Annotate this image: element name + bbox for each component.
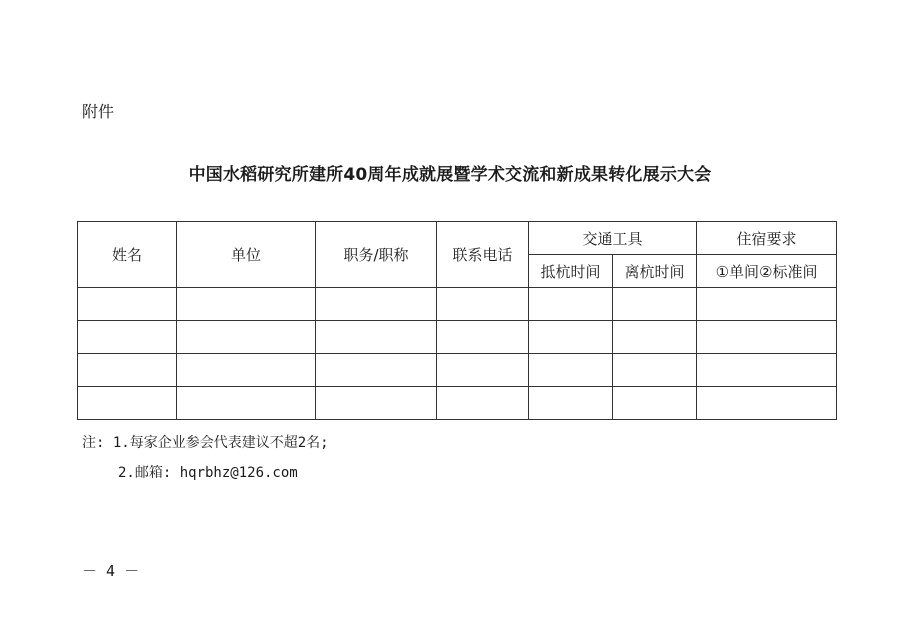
header-unit: 单位	[177, 222, 316, 288]
table-cell[interactable]	[697, 387, 837, 420]
table-cell[interactable]	[437, 387, 529, 420]
table-header-row	[78, 222, 837, 255]
header-arrive-time: 抵杭时间	[529, 255, 613, 288]
table-cell[interactable]	[437, 354, 529, 387]
page-number: － 4 －	[82, 562, 140, 580]
table-cell[interactable]	[316, 354, 437, 387]
table-cell[interactable]	[529, 354, 613, 387]
registration-table	[77, 221, 837, 420]
table-cell[interactable]	[177, 321, 316, 354]
header-lodging-options: ①单间②标准间	[697, 255, 837, 288]
table-cell[interactable]	[697, 321, 837, 354]
table-cell[interactable]	[613, 354, 697, 387]
table-cell[interactable]	[316, 387, 437, 420]
table-cell[interactable]	[437, 321, 529, 354]
table-cell[interactable]	[177, 387, 316, 420]
table-cell[interactable]	[78, 354, 177, 387]
table-cell[interactable]	[697, 354, 837, 387]
header-position: 职务/职称	[316, 222, 437, 288]
note-line-2: 2.邮箱: hqrbhz@126.com	[118, 465, 298, 481]
document-title: 中国水稻研究所建所40周年成就展暨学术交流和新成果转化展示大会	[188, 165, 712, 185]
table-cell[interactable]	[613, 288, 697, 321]
header-lodging: 住宿要求	[697, 222, 837, 255]
attachment-label: 附件	[82, 102, 115, 121]
header-name: 姓名	[78, 222, 177, 288]
table-row	[78, 288, 837, 321]
note-line-1: 注: 1.每家企业参会代表建议不超2名;	[82, 435, 329, 451]
table-cell[interactable]	[529, 321, 613, 354]
table-row	[78, 321, 837, 354]
notes-section	[82, 428, 329, 488]
header-transport: 交通工具	[529, 222, 697, 255]
table-cell[interactable]	[78, 387, 177, 420]
header-phone: 联系电话	[437, 222, 529, 288]
table-cell[interactable]	[316, 321, 437, 354]
table-cell[interactable]	[437, 288, 529, 321]
table-cell[interactable]	[529, 288, 613, 321]
table-row	[78, 354, 837, 387]
table-cell[interactable]	[177, 288, 316, 321]
table-cell[interactable]	[316, 288, 437, 321]
table-row	[78, 387, 837, 420]
table-cell[interactable]	[177, 354, 316, 387]
table-cell[interactable]	[78, 321, 177, 354]
table-cell[interactable]	[529, 387, 613, 420]
table-cell[interactable]	[613, 321, 697, 354]
header-depart-time: 离杭时间	[613, 255, 697, 288]
table-cell[interactable]	[697, 288, 837, 321]
table-cell[interactable]	[78, 288, 177, 321]
table-cell[interactable]	[613, 387, 697, 420]
